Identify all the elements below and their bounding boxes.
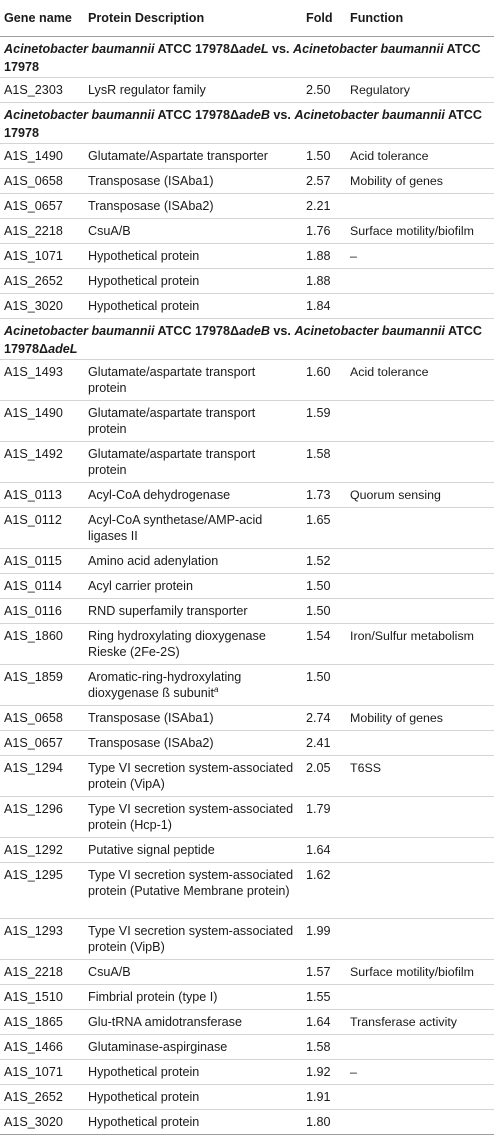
col-header-gene-name: Gene name <box>0 0 84 37</box>
fold-cell: 2.05 <box>302 756 346 797</box>
col-header-protein-description: Protein Description <box>84 0 302 37</box>
function-cell: – <box>346 1060 494 1085</box>
function-cell <box>346 401 494 442</box>
table-row <box>0 599 494 624</box>
table-row <box>0 1060 494 1085</box>
gene-name-cell: A1S_0116 <box>0 599 84 624</box>
protein-description-cell: Transposase (ISAba1) <box>84 706 302 731</box>
gene-name-cell: A1S_1490 <box>0 144 84 169</box>
table-row <box>0 756 494 797</box>
organism-name: Acinetobacter baumannii <box>294 324 445 338</box>
protein-description-cell: Amino acid adenylation <box>84 549 302 574</box>
fold-cell: 1.57 <box>302 960 346 985</box>
fold-cell: 1.50 <box>302 144 346 169</box>
fold-cell: 1.76 <box>302 219 346 244</box>
versus-text: vs. <box>269 324 295 338</box>
organism-name: Acinetobacter baumannii <box>293 42 444 56</box>
table-row <box>0 549 494 574</box>
function-cell <box>346 985 494 1010</box>
protein-description-cell: Glu-tRNA amidotransferase <box>84 1010 302 1035</box>
fold-cell: 1.92 <box>302 1060 346 1085</box>
fold-cell: 2.41 <box>302 731 346 756</box>
protein-description-cell: Hypothetical protein <box>84 1060 302 1085</box>
section-header-row <box>0 103 494 144</box>
function-cell: Surface motility/biofilm <box>346 219 494 244</box>
strain-name: ATCC 17978 <box>4 108 482 140</box>
protein-description-cell: CsuA/B <box>84 219 302 244</box>
protein-description-cell: Transposase (ISAba1) <box>84 169 302 194</box>
col-header-function: Function <box>346 0 494 37</box>
gene-name-cell: A1S_0112 <box>0 508 84 549</box>
function-cell <box>346 508 494 549</box>
function-cell <box>346 294 494 319</box>
table-row <box>0 838 494 863</box>
gene-name-cell: A1S_2652 <box>0 1085 84 1110</box>
fold-cell: 1.80 <box>302 1110 346 1135</box>
table-row <box>0 78 494 103</box>
table-row <box>0 985 494 1010</box>
organism-name: Acinetobacter baumannii <box>4 108 155 122</box>
function-cell <box>346 1110 494 1135</box>
gene-name-cell: A1S_0658 <box>0 706 84 731</box>
versus-text: vs. <box>269 108 295 122</box>
fold-cell: 1.88 <box>302 244 346 269</box>
gene-name-cell: A1S_2652 <box>0 269 84 294</box>
protein-description-cell <box>84 665 302 706</box>
fold-cell: 1.50 <box>302 599 346 624</box>
fold-cell: 1.62 <box>302 863 346 919</box>
function-cell <box>346 194 494 219</box>
protein-description-cell: Hypothetical protein <box>84 1110 302 1135</box>
gene-name-cell: A1S_1859 <box>0 665 84 706</box>
function-cell <box>346 1035 494 1060</box>
protein-description-cell: Type VI secretion system-associated protein (VipA) <box>84 756 302 797</box>
protein-description-cell: Glutamate/Aspartate transporter <box>84 144 302 169</box>
table-row <box>0 960 494 985</box>
section-title <box>0 37 494 78</box>
table-row <box>0 244 494 269</box>
versus-text: vs. <box>268 42 294 56</box>
protein-description-cell: Type VI secretion system-associated protein (Putative Membrane protein) <box>84 863 302 919</box>
gene-deletion: adeB <box>239 108 270 122</box>
function-cell <box>346 599 494 624</box>
protein-description-cell: Glutamate/aspartate transport protein <box>84 401 302 442</box>
function-cell <box>346 919 494 960</box>
protein-description-cell: Acyl-CoA synthetase/AMP-acid ligases II <box>84 508 302 549</box>
gene-name-cell: A1S_0114 <box>0 574 84 599</box>
section-header-row <box>0 319 494 360</box>
gene-deletion: adeB <box>239 324 270 338</box>
function-cell <box>346 442 494 483</box>
gene-name-cell: A1S_1296 <box>0 797 84 838</box>
strain-name: ATCC 17978Δ <box>154 108 240 122</box>
table-row <box>0 665 494 706</box>
function-cell: Acid tolerance <box>346 144 494 169</box>
protein-description-cell: LysR regulator family <box>84 78 302 103</box>
gene-name-cell: A1S_1490 <box>0 401 84 442</box>
section-title <box>0 103 494 144</box>
section-header-row <box>0 37 494 78</box>
fold-cell: 1.65 <box>302 508 346 549</box>
function-cell: – <box>346 244 494 269</box>
organism-name: Acinetobacter baumannii <box>294 108 445 122</box>
table-row <box>0 194 494 219</box>
function-cell: Quorum sensing <box>346 483 494 508</box>
gene-deletion: adeL <box>48 342 78 356</box>
protein-description-cell: Glutamate/aspartate transport protein <box>84 442 302 483</box>
strain-name: ATCC 17978 <box>4 42 481 74</box>
fold-cell: 2.57 <box>302 169 346 194</box>
gene-name-cell: A1S_1293 <box>0 919 84 960</box>
header-row <box>0 0 494 37</box>
gene-name-cell: A1S_0113 <box>0 483 84 508</box>
table-row <box>0 269 494 294</box>
fold-cell: 1.64 <box>302 838 346 863</box>
protein-description-cell: Hypothetical protein <box>84 269 302 294</box>
function-cell <box>346 665 494 706</box>
protein-description-cell: Glutaminase-aspirginase <box>84 1035 302 1060</box>
protein-description-cell: Fimbrial protein (type I) <box>84 985 302 1010</box>
function-cell: Surface motility/biofilm <box>346 960 494 985</box>
fold-cell: 1.54 <box>302 624 346 665</box>
fold-cell: 2.21 <box>302 194 346 219</box>
gene-name-cell: A1S_1865 <box>0 1010 84 1035</box>
protein-description-cell: Glutamate/aspartate transport protein <box>84 360 302 401</box>
table-row <box>0 219 494 244</box>
strain-name: ATCC 17978Δ <box>154 324 240 338</box>
protein-description-cell: CsuA/B <box>84 960 302 985</box>
table-row <box>0 1085 494 1110</box>
description-text: Aromatic-ring-hydroxylating dioxygenase ß subunit <box>88 670 242 700</box>
strain-name: ATCC 17978Δ <box>154 42 240 56</box>
gene-name-cell: A1S_0657 <box>0 194 84 219</box>
protein-description-cell: Acyl carrier protein <box>84 574 302 599</box>
fold-cell: 1.59 <box>302 401 346 442</box>
function-cell <box>346 549 494 574</box>
table-row <box>0 442 494 483</box>
fold-cell: 1.58 <box>302 1035 346 1060</box>
function-cell: T6SS <box>346 756 494 797</box>
protein-description-cell: Hypothetical protein <box>84 1085 302 1110</box>
table-row <box>0 1035 494 1060</box>
gene-name-cell: A1S_3020 <box>0 1110 84 1135</box>
table-row <box>0 360 494 401</box>
fold-cell: 1.55 <box>302 985 346 1010</box>
table-row <box>0 144 494 169</box>
function-cell: Iron/Sulfur metabolism <box>346 624 494 665</box>
function-cell <box>346 574 494 599</box>
gene-name-cell: A1S_1071 <box>0 1060 84 1085</box>
gene-name-cell: A1S_2303 <box>0 78 84 103</box>
fold-cell: 1.60 <box>302 360 346 401</box>
gene-name-cell: A1S_0658 <box>0 169 84 194</box>
strain-name: ATCC 17978Δ <box>4 324 482 356</box>
protein-description-cell: Transposase (ISAba2) <box>84 194 302 219</box>
function-cell <box>346 797 494 838</box>
protein-description-cell: Hypothetical protein <box>84 244 302 269</box>
gene-name-cell: A1S_1466 <box>0 1035 84 1060</box>
gene-name-cell: A1S_1860 <box>0 624 84 665</box>
gene-name-cell: A1S_1510 <box>0 985 84 1010</box>
gene-deletion: adeL <box>239 42 269 56</box>
fold-cell: 1.50 <box>302 574 346 599</box>
gene-name-cell: A1S_1292 <box>0 838 84 863</box>
fold-cell: 1.64 <box>302 1010 346 1035</box>
gene-name-cell: A1S_0657 <box>0 731 84 756</box>
fold-cell: 1.79 <box>302 797 346 838</box>
function-cell <box>346 1085 494 1110</box>
protein-description-cell: Type VI secretion system-associated protein (Hcp-1) <box>84 797 302 838</box>
table-row <box>0 574 494 599</box>
function-cell: Regulatory <box>346 78 494 103</box>
fold-cell: 1.99 <box>302 919 346 960</box>
fold-cell: 2.50 <box>302 78 346 103</box>
table-row <box>0 1110 494 1135</box>
protein-description-cell: Ring hydroxylating dioxygenase Rieske (2Fe-2S) <box>84 624 302 665</box>
fold-cell: 1.84 <box>302 294 346 319</box>
fold-cell: 2.74 <box>302 706 346 731</box>
section-title <box>0 319 494 360</box>
table-row <box>0 1010 494 1035</box>
table-row <box>0 294 494 319</box>
protein-description-cell: RND superfamily transporter <box>84 599 302 624</box>
fold-cell: 1.50 <box>302 665 346 706</box>
function-cell: Mobility of genes <box>346 169 494 194</box>
function-cell: Acid tolerance <box>346 360 494 401</box>
fold-cell: 1.73 <box>302 483 346 508</box>
gene-name-cell: A1S_1492 <box>0 442 84 483</box>
table-row <box>0 919 494 960</box>
gene-name-cell: A1S_1295 <box>0 863 84 919</box>
protein-description-cell: Putative signal peptide <box>84 838 302 863</box>
protein-description-cell: Hypothetical protein <box>84 294 302 319</box>
organism-name: Acinetobacter baumannii <box>4 324 155 338</box>
gene-name-cell: A1S_1493 <box>0 360 84 401</box>
table-row <box>0 624 494 665</box>
function-cell: Transferase activity <box>346 1010 494 1035</box>
protein-description-cell: Type VI secretion system-associated protein (VipB) <box>84 919 302 960</box>
table-row <box>0 169 494 194</box>
gene-name-cell: A1S_1071 <box>0 244 84 269</box>
table-row <box>0 731 494 756</box>
protein-description-cell: Transposase (ISAba2) <box>84 731 302 756</box>
table-row <box>0 797 494 838</box>
table-row <box>0 508 494 549</box>
fold-cell: 1.52 <box>302 549 346 574</box>
table-row <box>0 863 494 919</box>
gene-name-cell: A1S_0115 <box>0 549 84 574</box>
fold-cell: 1.58 <box>302 442 346 483</box>
organism-name: Acinetobacter baumannii <box>4 42 155 56</box>
gene-name-cell: A1S_1294 <box>0 756 84 797</box>
gene-name-cell: A1S_3020 <box>0 294 84 319</box>
function-cell <box>346 269 494 294</box>
function-cell: Mobility of genes <box>346 706 494 731</box>
table-row <box>0 401 494 442</box>
gene-name-cell: A1S_2218 <box>0 219 84 244</box>
function-cell <box>346 838 494 863</box>
table-row <box>0 706 494 731</box>
protein-description-cell: Acyl-CoA dehydrogenase <box>84 483 302 508</box>
fold-cell: 1.88 <box>302 269 346 294</box>
footnote-marker: a <box>214 684 219 694</box>
gene-name-cell: A1S_2218 <box>0 960 84 985</box>
function-cell <box>346 731 494 756</box>
fold-cell: 1.91 <box>302 1085 346 1110</box>
function-cell <box>346 863 494 919</box>
table-row <box>0 483 494 508</box>
col-header-fold: Fold <box>302 0 346 37</box>
